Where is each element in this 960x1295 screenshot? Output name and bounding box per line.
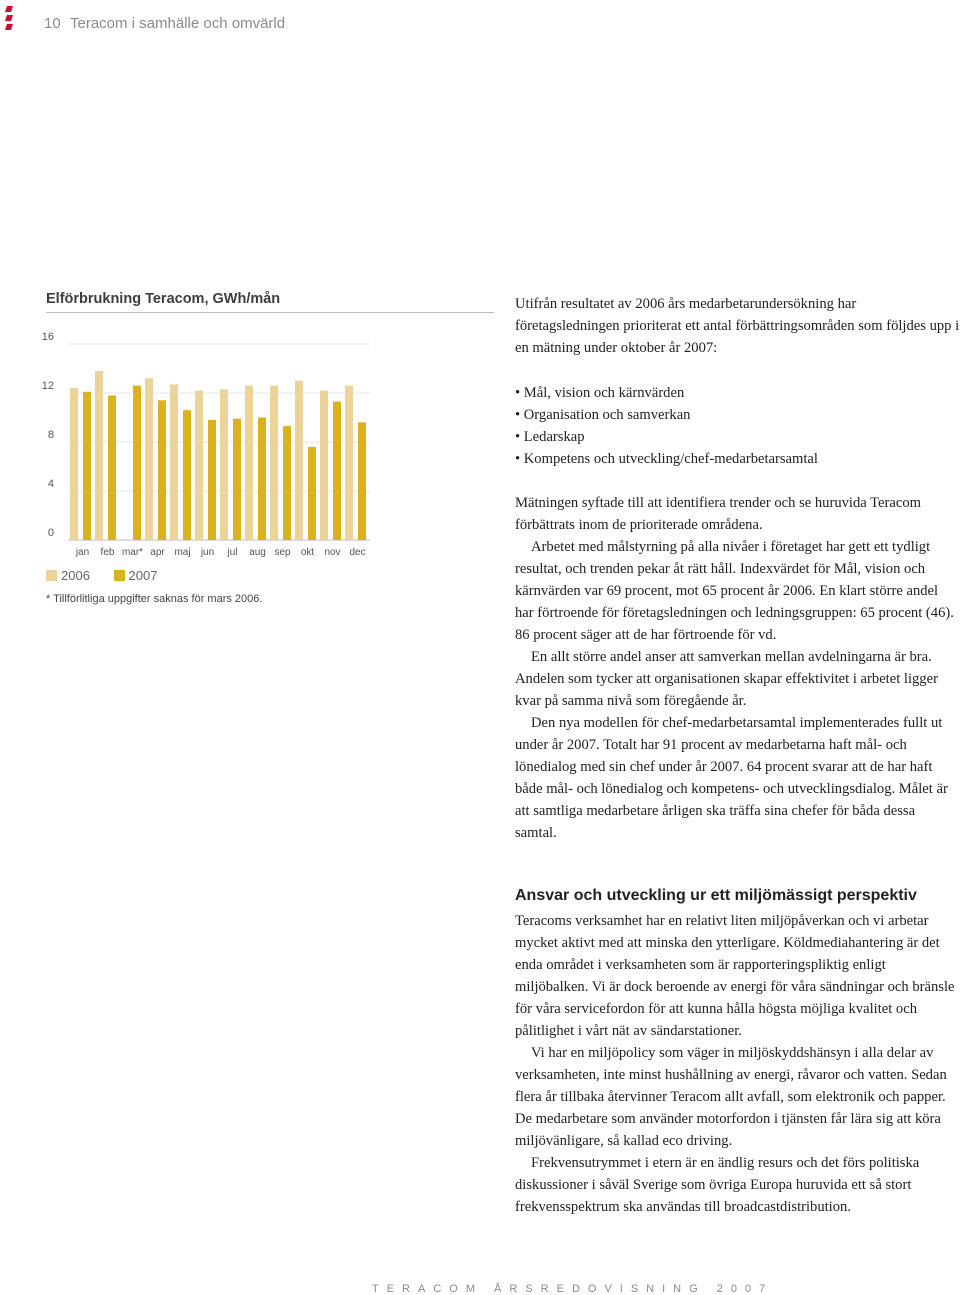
bar-2007-nov (333, 402, 341, 540)
bar-2006-apr (145, 378, 153, 540)
paragraph: En allt större andel anser att samverkan mellan avdelningarna är bra. Andelen som tycker att organisationen skapar effektivitet i arbetet ligger kvar på samma nivå som föregående år. (515, 649, 938, 709)
bar-2007-maj (183, 410, 191, 540)
bar-2007-feb (108, 395, 116, 540)
bar-2007-mar (133, 386, 141, 540)
bar-2006-feb (95, 371, 103, 540)
legend-item-2006 (46, 568, 90, 583)
bar-2007-okt (308, 447, 316, 540)
x-tick-label: sep (274, 547, 291, 558)
y-tick-label: 8 (47, 429, 54, 441)
x-tick-label: dec (349, 547, 366, 558)
paragraph: Mätningen syftade till att identifiera trender och se huruvida Teracom förbättrats inom de prioriterade områdena. (515, 495, 921, 533)
page-number: 10 (44, 15, 61, 32)
intro-paragraph (515, 293, 960, 359)
legend-swatch-2006 (46, 570, 57, 581)
chart-title: Elförbrukning Teracom, GWh/mån (46, 291, 281, 307)
y-tick-label: 0 (47, 527, 54, 539)
paragraph: Den nya modellen för chef-medarbetarsamtal implementerades fullt ut under år 2007. Totalt har 91 procent av medarbetarna haft mål- och lönedialog med sin chef under år 2007. 64 procent svarar att de har haft både mål- och lönedialog och kompetens- och utvecklingsdialog. Målet är att samtliga medarbetare årligen ska träffa sina chefer för båda dessa samtal. (515, 715, 948, 841)
survey-section (515, 492, 960, 844)
bar-2006-okt (295, 381, 303, 540)
brand-marks (6, 6, 16, 33)
bar-2006-aug (245, 386, 253, 540)
bar-2006-jul (220, 389, 228, 540)
x-tick-label: jan (75, 547, 90, 558)
environment-section (515, 910, 960, 1218)
x-tick-label: feb (100, 547, 115, 558)
bar-2006-nov (320, 391, 328, 540)
bar-2007-jan (83, 392, 91, 540)
bar-chart (40, 330, 380, 570)
chart-footnote: * Tillförlitliga uppgifter saknas för mars 2006. (46, 593, 263, 605)
paragraph: Arbetet med målstyrning på alla nivåer i företaget har gett ett tydligt resultat, och trenden pekar åt rätt håll. Indexvärdet för Mål, vision och kärnvärden var 69 procent, mot 65 procent år 2006. En klart större andel har förtroende för företagsledningen och ledningsgruppen: 65 procent (46). 86 procent säger att de har förtroende för vd. (515, 539, 954, 643)
intro-text: Utifrån resultatet av 2006 års medarbetarundersökning har företagsledningen prioriterat ett antal förbättringsområden som följdes upp i en mätning under oktober år 2007: (515, 296, 960, 356)
priority-list (515, 382, 960, 470)
divider (46, 312, 494, 313)
y-tick-label: 12 (41, 380, 54, 392)
bar-2007-dec (358, 422, 366, 540)
section-title: Teracom i samhälle och omvärld (70, 15, 286, 32)
bar-2007-sep (283, 426, 291, 540)
list-item: • Ledarskap (515, 426, 960, 448)
x-tick-label: jun (200, 547, 215, 558)
chart-legend (46, 568, 177, 583)
y-tick-label: 16 (41, 331, 54, 343)
legend-swatch-2007 (114, 570, 125, 581)
x-tick-label: nov (324, 547, 341, 558)
bar-2006-jun (195, 391, 203, 540)
environment-heading: Ansvar och utveckling ur ett miljömässigt perspektiv (515, 887, 917, 904)
bar-2007-aug (258, 418, 266, 541)
list-item: • Kompetens och utveckling/chef-medarbetarsamtal (515, 448, 960, 470)
legend-label-2006: 2006 (61, 568, 90, 583)
x-tick-label: apr (150, 547, 165, 558)
bar-2006-dec (345, 386, 353, 540)
bar-2006-sep (270, 386, 278, 540)
list-item: • Organisation och samverkan (515, 404, 960, 426)
paragraph: Vi har en miljöpolicy som väger in miljöskyddshänsyn i alla delar av verksamheten, inte minst hushållning av energi, råvaror och vatten. Sedan flera år tillbaka återvinner Teracom allt avfall, som elektronik och papper. De medarbetare som använder motorfordon i tjänsten får lära sig att köra miljövänligare, så kallad eco driving. (515, 1045, 947, 1149)
x-tick-label: mar* (121, 547, 144, 558)
bar-2006-jan (70, 388, 78, 540)
paragraph: Teracoms verksamhet har en relativt liten miljöpåverkan och vi arbetar mycket aktivt med att minska den ytterligare. Köldmediahantering är det enda området i verksamheten som är rapporteringspliktig enligt miljöbalken. Vi är dock beroende av energi för våra sändningar och bränsle för våra servicefordon för att kunna hålla högsta möjliga kvalitet och pålitlighet i vårt nät av sändarstationer. (515, 913, 955, 1039)
x-tick-label: maj (174, 547, 191, 558)
bar-2007-jun (208, 420, 216, 540)
legend-label-2007: 2007 (128, 568, 158, 583)
paragraph: Frekvensutrymmet i etern är en ändlig resurs och det förs politiska diskussioner i såväl Sverige som övriga Europa huruvida ett så stort frekvensspektrum ska användas till broadcastdistribution. (515, 1155, 920, 1215)
x-tick-label: jul (227, 547, 238, 558)
list-item: • Mål, vision och kärnvärden (515, 382, 960, 404)
y-tick-label: 4 (47, 478, 54, 490)
bar-2006-maj (170, 384, 178, 540)
bar-2007-jul (233, 419, 241, 540)
x-tick-label: okt (300, 547, 315, 558)
legend-item-2007 (114, 568, 158, 583)
bar-2007-apr (158, 400, 166, 540)
page-footer: TERACOM ÅRSREDOVISNING 2007 (372, 1283, 774, 1295)
x-tick-label: aug (249, 547, 266, 558)
